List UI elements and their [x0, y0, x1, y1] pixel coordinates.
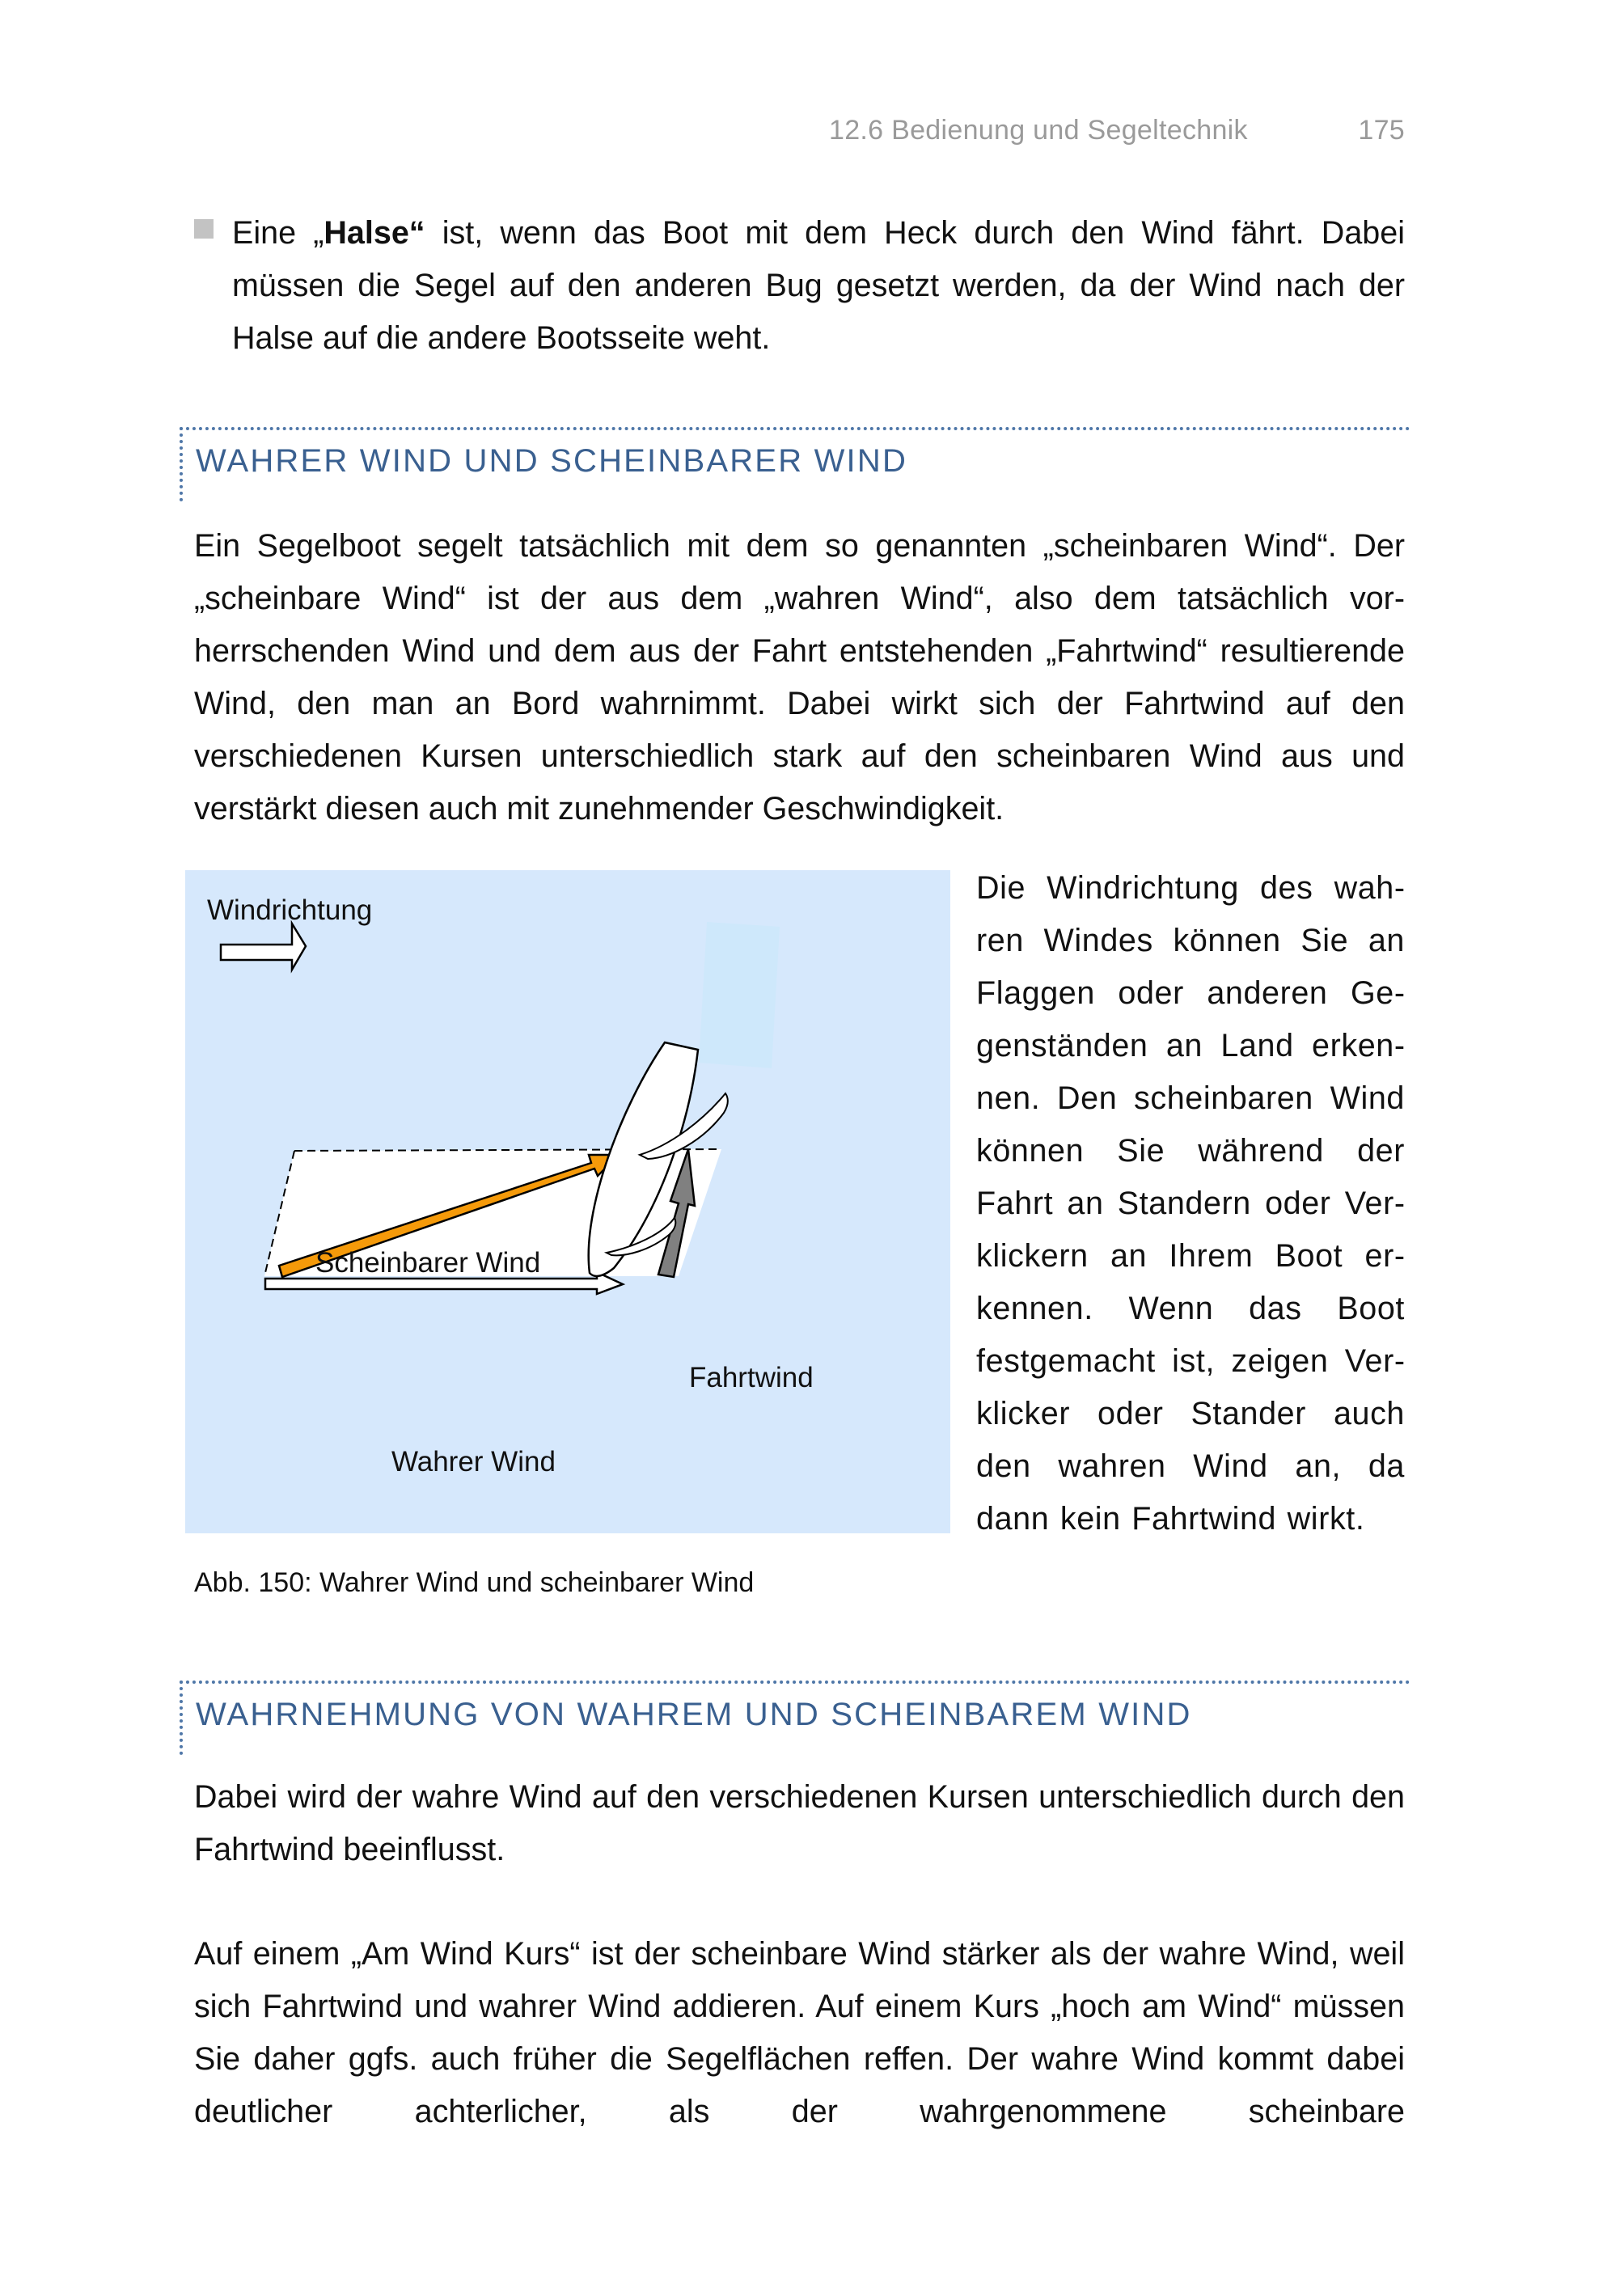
section-title: 12.6 Bedienung und Segeltechnik: [829, 114, 1248, 146]
side-paragraph: Die Windrichtung des wahren Windes können Sie an Flaggen oder anderen Gegenständen an Land erkennen. Den scheinbaren Wind können Sie während der Fahrt an Standern oder Verklickern an Ihrem Boot erkennen. Wenn das Boot festgemacht ist, zeigen Verklicker oder Stander auch den wahren Wind an, da dann kein Fahrtwind wirkt.: [976, 870, 1405, 1537]
paragraph-am-wind-kurs: Auf einem „Am Wind Kurs“ ist der scheinbare Wind stärker als der wahre Wind, weil sich Fahrtwind und wahrer Wind addieren. Auf einem Kurs „hoch am Wind“ müssen Sie daher ggfs. auch früher die Segelflächen reffen. Der wahre Wind kommt dabei deutlicher achterlicher, als der wahrgenommene scheinbare: [194, 1936, 1405, 2129]
bullet-item-halse: [194, 207, 1405, 365]
figure-wind-diagram: [185, 870, 950, 1533]
bold-term: Halse“: [324, 215, 425, 251]
figure-caption: Abb. 150: Wahrer Wind und scheinbarer Wind: [194, 1567, 755, 1598]
label-true-wind: Wahrer Wind: [391, 1446, 556, 1478]
heading-text: WAHRNEHMUNG VON WAHREM UND SCHEINBAREM WIND: [196, 1697, 1192, 1732]
heading-text: WAHRER WIND UND SCHEINBARER WIND: [196, 443, 908, 479]
running-header: [829, 110, 1405, 150]
bullet-prefix: Eine „: [232, 215, 324, 251]
page-number: 175: [1358, 114, 1405, 146]
square-bullet-icon: [194, 219, 214, 239]
label-wind-direction: Windrichtung: [207, 894, 373, 926]
wind-vector-diagram: [185, 870, 950, 1533]
section-heading-true-apparent-wind: [180, 427, 1410, 501]
bullet-text: [232, 207, 1405, 365]
section-heading-perception: [180, 1681, 1410, 1755]
light-patch: [699, 922, 780, 1068]
paragraph-apparent-wind: Ein Segelboot segelt tatsächlich mit dem so genannten „scheinbaren Wind“. Der „scheinbare Wind“ ist der aus dem „wahren Wind“, also dem tatsächlich vorherrschenden Wind und dem aus der Fahrt entstehenden „Fahrtwind“ resultierende Wind, den man an Bord wahrnimmt. Dabei wirkt sich der Fahrtwind auf den verschiedenen Kursen unterschiedlich stark auf den scheinbaren Wind aus und verstärkt diesen auch mit zunehmender Geschwindigkeit.: [194, 528, 1405, 827]
label-apparent-wind: Scheinbarer Wind: [315, 1247, 541, 1279]
bullet-body: ist, wenn das Boot mit dem Heck durch den Wind fährt. Dabei müssen die Segel auf den anderen Bug gesetzt werden, da der Wind nach der Halse auf die andere Bootsseite weht.: [232, 215, 1406, 356]
label-boat-wind: Fahrtwind: [689, 1362, 814, 1393]
paragraph-influence: Dabei wird der wahre Wind auf den verschiedenen Kursen unterschiedlich durch den Fahrtwind beeinflusst.: [194, 1779, 1405, 1867]
figure-side-text: [976, 862, 1405, 1545]
wind-direction-arrow-icon: [221, 924, 306, 970]
